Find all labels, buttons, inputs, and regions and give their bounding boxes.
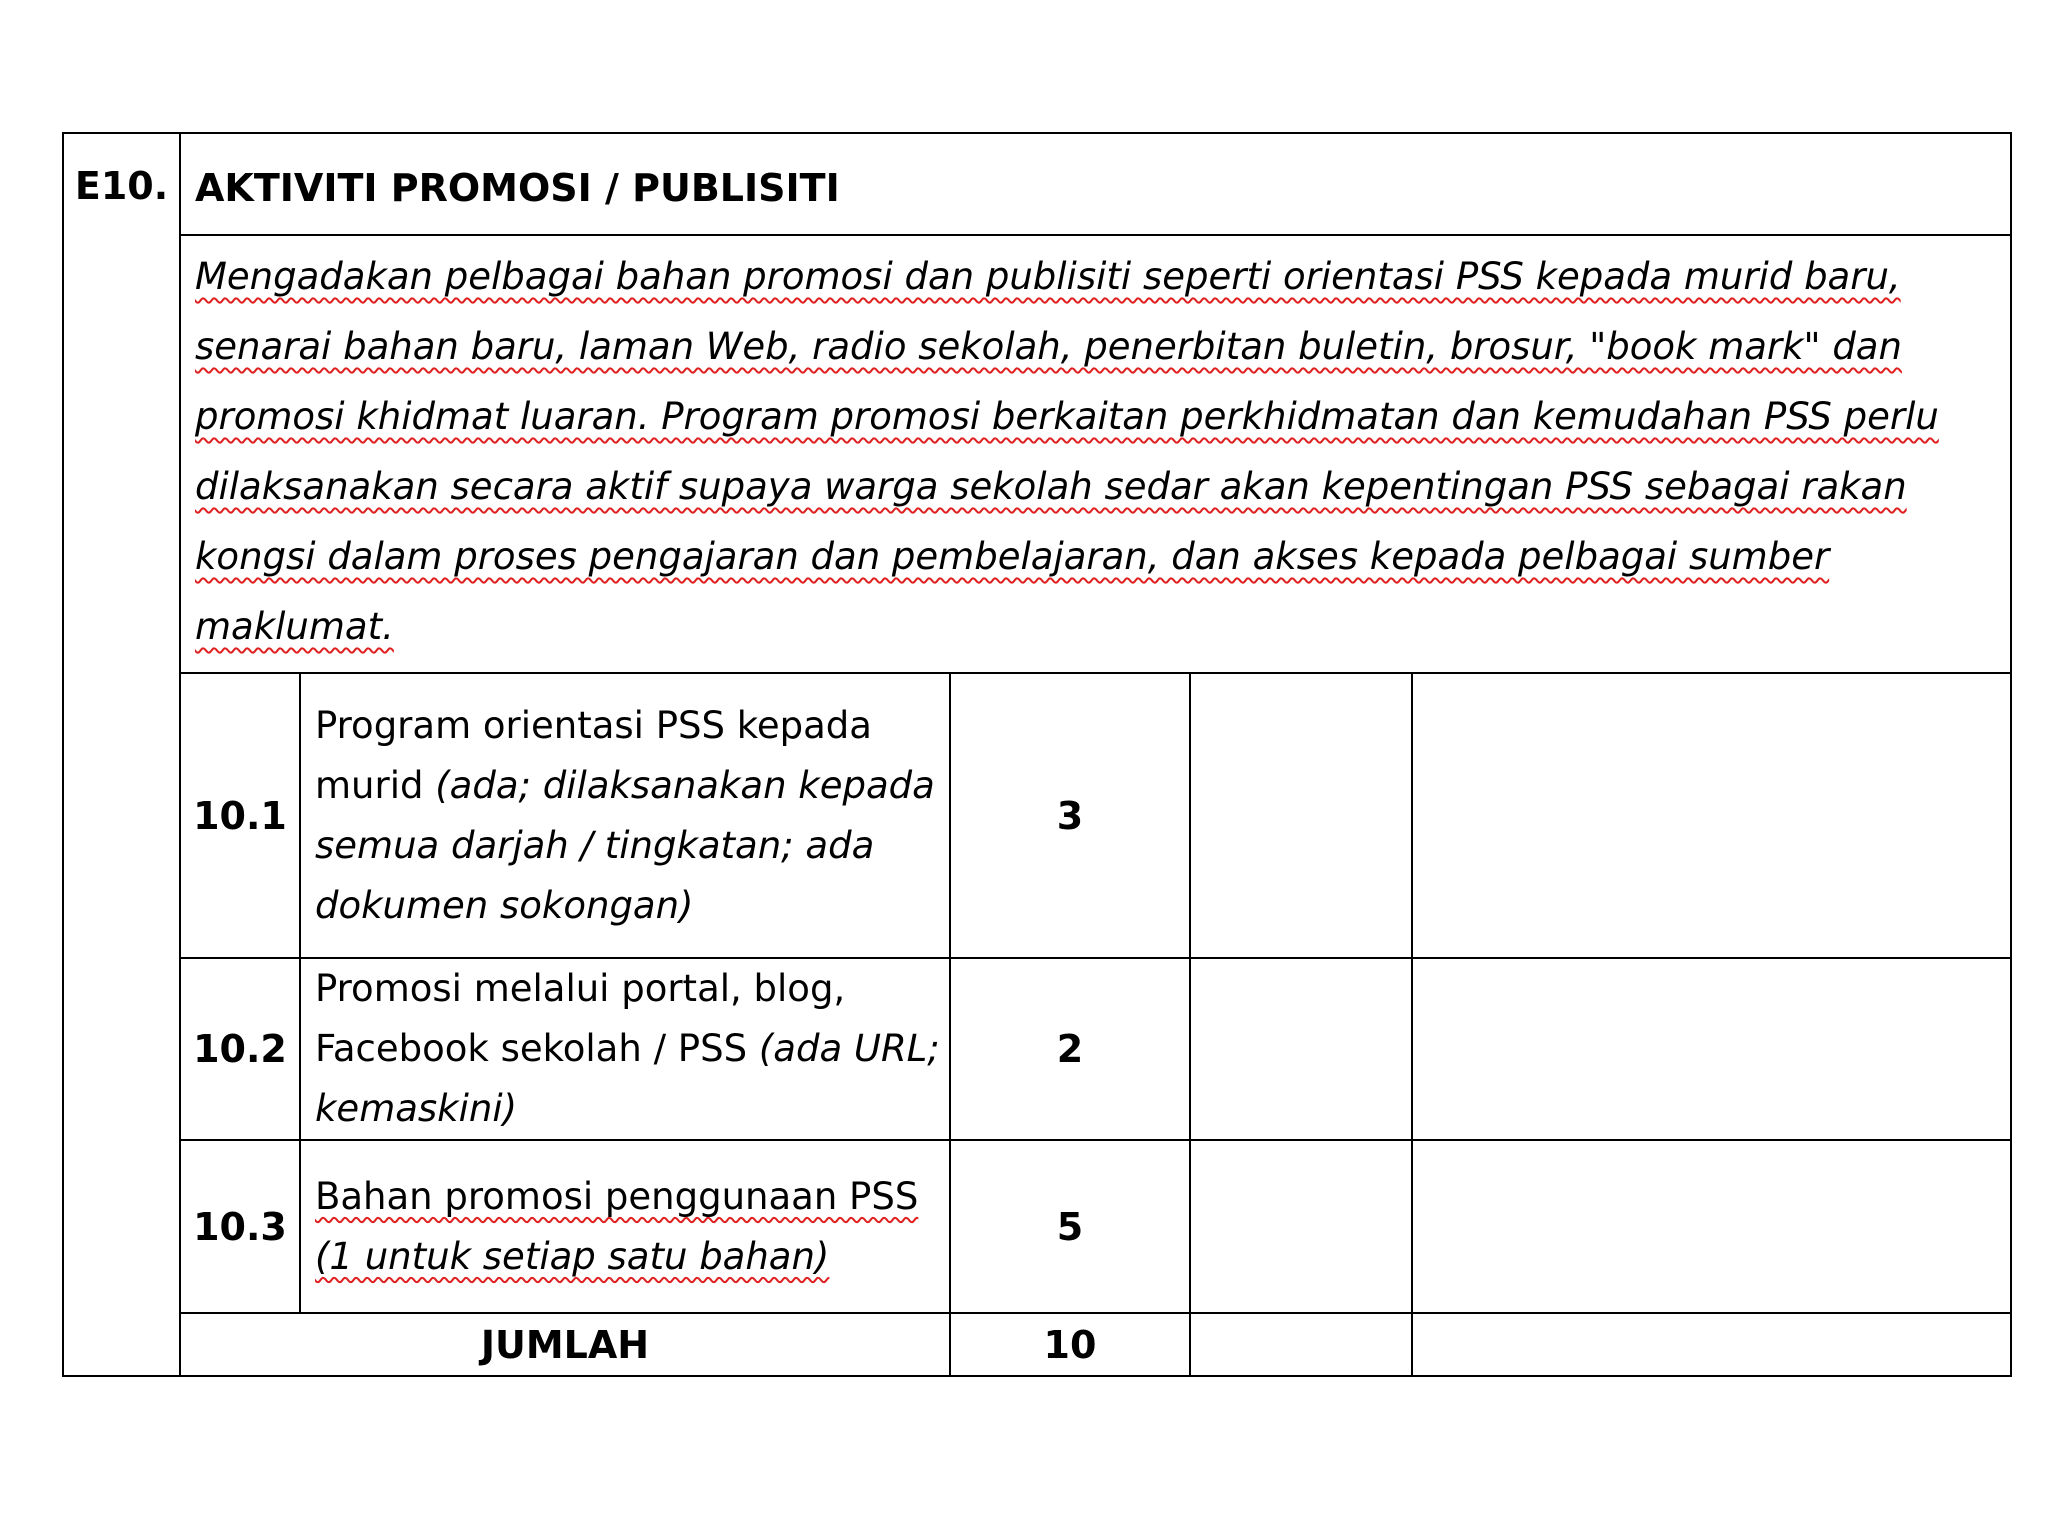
item-number: 10.2 xyxy=(180,958,300,1140)
item-remarks[interactable] xyxy=(1412,1140,2011,1313)
item-number: 10.1 xyxy=(180,673,300,958)
section-description-text: Mengadakan pelbagai bahan promosi dan publisiti seperti orientasi PSS kepada murid baru, senarai bahan baru, laman Web, radio sekolah, penerbitan buletin, brosur, "book mark" dan promosi khidmat luaran. Program promosi berkaitan perkhidmatan dan kemudahan PSS perlu dilaksanakan secara aktif supaya warga sekolah sedar akan kepentingan PSS sebagai rakan kongsi dalam proses pengajaran dan pembelajaran, dan akses kepada pelbagai sumber maklumat. xyxy=(195,255,1939,648)
total-score-entry[interactable] xyxy=(1190,1313,1412,1376)
table-row-10-2 xyxy=(63,958,2011,1140)
item-note: (1 untuk setiap satu bahan) xyxy=(315,1234,830,1278)
item-max-score: 3 xyxy=(950,673,1190,958)
item-max-score: 5 xyxy=(950,1140,1190,1313)
section-description xyxy=(180,235,2011,673)
item-note: (ada; dilaksanakan kepada semua darjah / tingkatan; ada dokumen sokongan) xyxy=(315,763,935,927)
total-row xyxy=(63,1313,2011,1376)
item-description xyxy=(300,1140,950,1313)
item-text: Bahan promosi penggunaan PSS xyxy=(315,1174,919,1218)
item-number: 10.3 xyxy=(180,1140,300,1313)
item-remarks[interactable] xyxy=(1412,958,2011,1140)
total-remarks[interactable] xyxy=(1412,1313,2011,1376)
total-label: JUMLAH xyxy=(180,1313,950,1376)
section-title: AKTIVITI PROMOSI / PUBLISITI xyxy=(180,133,2011,235)
table-row-10-3 xyxy=(63,1140,2011,1313)
scoring-table xyxy=(62,132,2012,1377)
table-row-10-1 xyxy=(63,673,2011,958)
total-value: 10 xyxy=(950,1313,1190,1376)
item-description xyxy=(300,958,950,1140)
item-note: (ada URL; kemaskini) xyxy=(315,1027,940,1130)
item-description xyxy=(300,673,950,958)
item-score-entry[interactable] xyxy=(1190,673,1412,958)
item-text: Promosi melalui portal, blog, Facebook sekolah / PSS xyxy=(315,967,846,1070)
item-score-entry[interactable] xyxy=(1190,958,1412,1140)
section-code: E10. xyxy=(63,133,180,1376)
item-max-score: 2 xyxy=(950,958,1190,1140)
item-score-entry[interactable] xyxy=(1190,1140,1412,1313)
item-text: Program orientasi PSS kepada murid xyxy=(315,703,872,807)
item-remarks[interactable] xyxy=(1412,673,2011,958)
